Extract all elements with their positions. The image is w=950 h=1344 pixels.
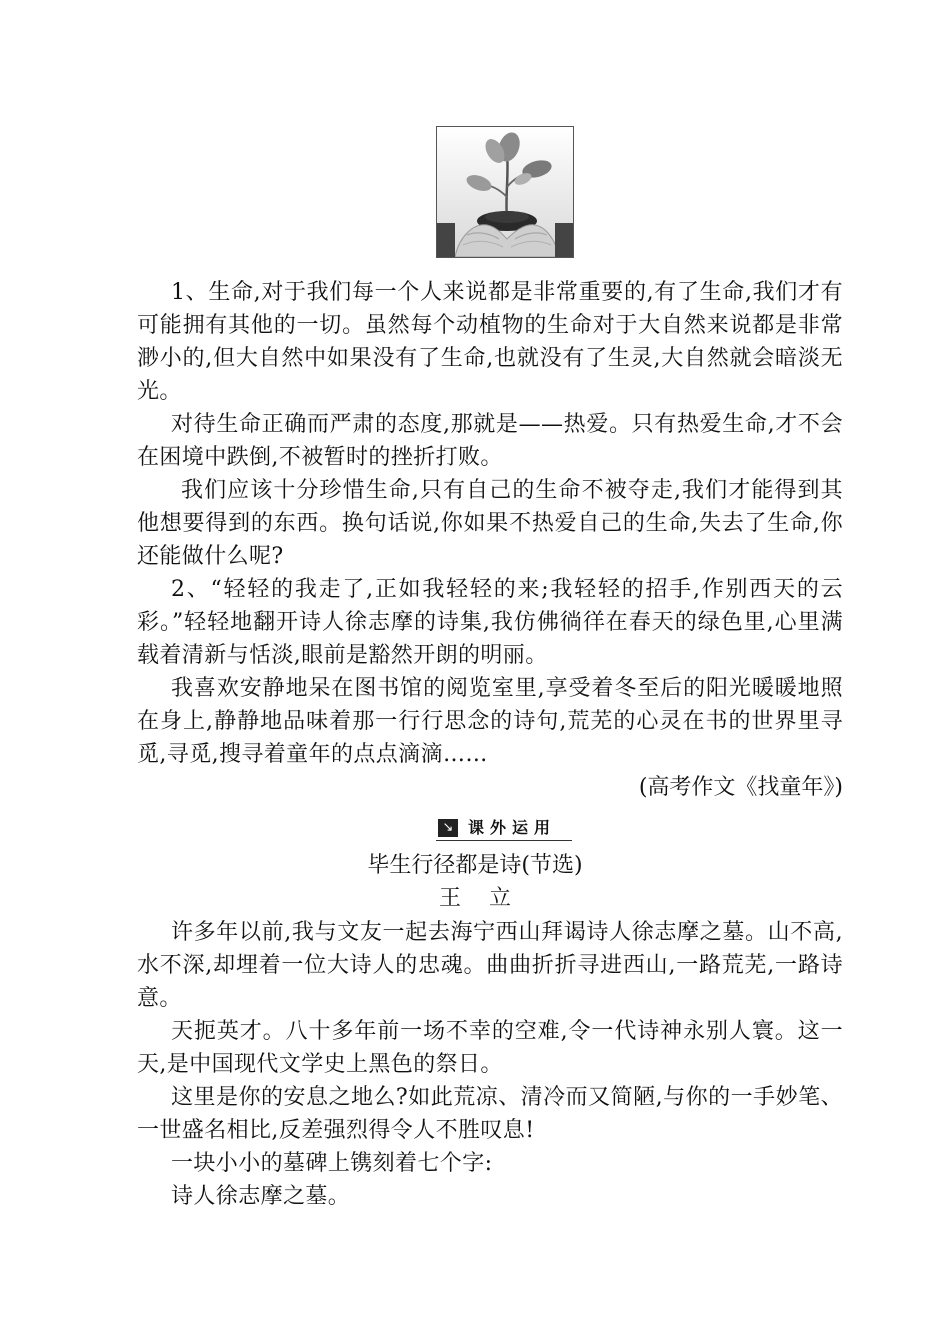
paragraph: 天扼英才。八十多年前一场不幸的空难,令一代诗神永别人寰。这一天,是中国现代文学史上黑色的祭日。 [137,1019,843,1077]
banner-underline [436,840,572,841]
paragraph: 我喜欢安静地呆在图书馆的阅览室里,享受着冬至后的阳光暖暖地照在身上,静静地品味着那一行行思念的诗句,荒芜的心灵在书的世界里寻觅,寻觅,搜寻着童年的点点滴滴…… [137,676,843,767]
paragraph: 诗人徐志摩之墓。 [171,1184,351,1209]
article-body [137,916,843,1213]
arrow-down-right-icon: ↘ [438,819,458,837]
paragraph: 一块小小的墓碑上镌刻着七个字: [171,1151,493,1176]
article-author: 王立 [438,886,539,911]
paragraph: 我们应该十分珍惜生命,只有自己的生命不被夺走,我们才能得到其他想要得到的东西。换句话说,你如果不热爱自己的生命,失去了生命,你还能做什么呢? [137,478,843,569]
top-section [137,276,843,804]
section-banner [436,817,572,843]
seedling-in-hands-photo [436,126,574,258]
paragraph: 2、“轻轻的我走了,正如我轻轻的来;我轻轻的招手,作别西天的云彩。”轻轻地翻开诗人徐志摩的诗集,我仿佛徜徉在春天的绿色里,心里满载着清新与恬淡,眼前是豁然开朗的明丽。 [137,577,843,668]
article-title: 毕生行径都是诗(节选) [367,853,583,878]
source-citation: (高考作文《找童年》) [638,775,843,800]
paragraph: 这里是你的安息之地么?如此荒凉、清冷而又简陋,与你的一手妙笔、一世盛名相比,反差强烈得令人不胜叹息! [137,1085,843,1143]
paragraph: 1、生命,对于我们每一个人来说都是非常重要的,有了生命,我们才有可能拥有其他的一切。虽然每个动植物的生命对于大自然来说都是非常渺小的,但大自然中如果没有了生命,也就没有了生灵,大自然就会暗淡无光。 [137,280,843,404]
paragraph: 许多年以前,我与文友一起去海宁西山拜谒诗人徐志摩之墓。山不高,水不深,却埋着一位大诗人的忠魂。曲曲折折寻进西山,一路荒芜,一路诗意。 [137,920,843,1011]
section-banner-label: 课外运用 [468,818,557,837]
paragraph: 对待生命正确而严肃的态度,那就是——热爱。只有热爱生命,才不会在困境中跌倒,不被暂时的挫折打败。 [137,412,843,470]
